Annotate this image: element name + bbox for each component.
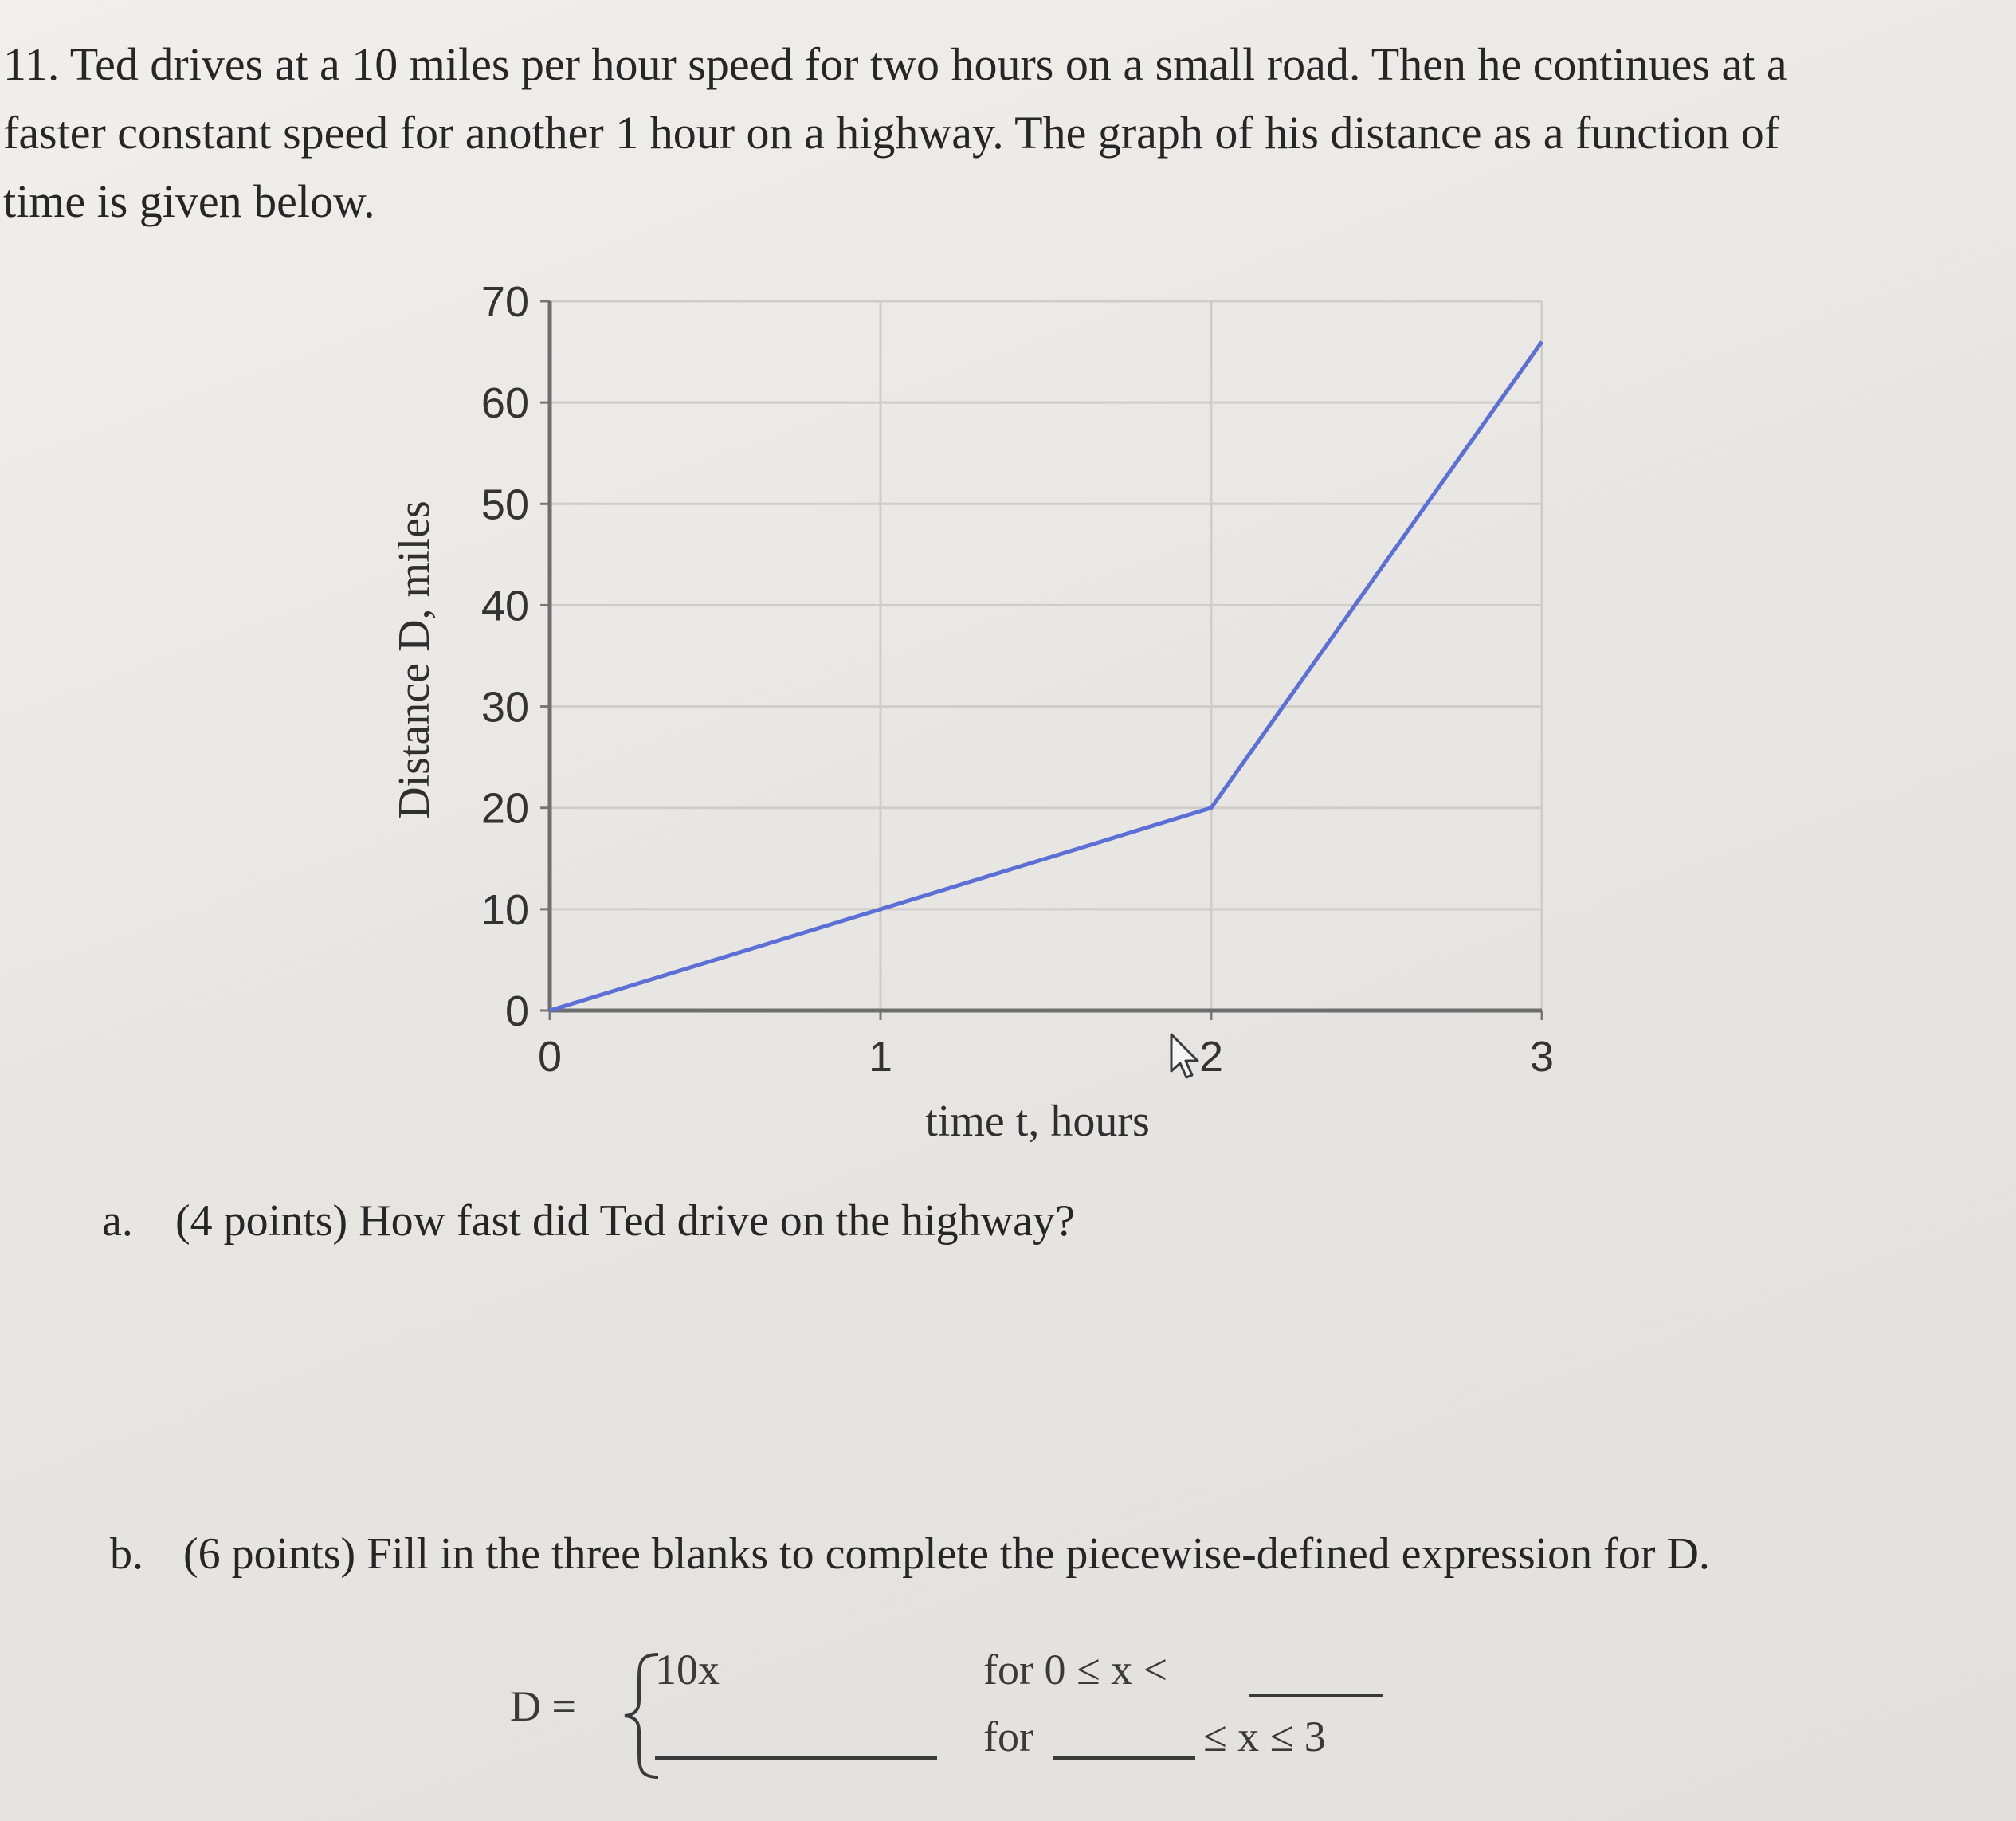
- question-a-letter: a.: [102, 1196, 133, 1246]
- y-tick-label: 50: [480, 481, 529, 529]
- chart-tick-labels: [481, 278, 1554, 1081]
- piecewise-row2-for: for: [983, 1713, 1033, 1760]
- problem-line-1: 11. Ted drives at a 10 miles per hour speed for two hours on a small road. Then he continues at a: [3, 38, 1787, 90]
- y-axis-title: Distance D, miles: [390, 500, 439, 819]
- y-tick-label: 10: [480, 885, 529, 934]
- question-a: [102, 1195, 1075, 1246]
- mouse-cursor-icon: [1171, 1034, 1198, 1077]
- piecewise-row1-condition: for 0 ≤ x <: [983, 1646, 1168, 1693]
- y-tick-label: 0: [504, 987, 529, 1035]
- y-tick-label: 30: [480, 683, 529, 732]
- x-tick-label: 0: [537, 1033, 563, 1081]
- y-tick-label: 70: [480, 278, 529, 326]
- piecewise-lhs: D =: [510, 1682, 576, 1730]
- problem-line-2: faster constant speed for another 1 hour on a highway. The graph of his distance as a function of: [3, 107, 1780, 159]
- problem-line-3: time is given below.: [3, 175, 375, 227]
- chart-grid: [550, 301, 1542, 1011]
- piecewise-row2-condition: ≤ x ≤ 3: [1203, 1713, 1326, 1760]
- blank-row2-lower-bound[interactable]: [1053, 1756, 1195, 1760]
- question-b-letter: b.: [110, 1529, 143, 1579]
- y-tick-label: 40: [480, 582, 529, 630]
- question-b-text: (6 points) Fill in the three blanks to complete the piecewise-defined expression for D.: [183, 1529, 1710, 1579]
- blank-row1-upper-bound[interactable]: [1249, 1694, 1383, 1697]
- y-tick-label: 60: [480, 379, 529, 428]
- x-tick-label: 3: [1529, 1033, 1555, 1081]
- x-tick-label: 2: [1198, 1033, 1224, 1081]
- x-axis-title: time t, hours: [925, 1097, 1150, 1146]
- question-a-text: (4 points) How fast did Ted drive on the highway?: [175, 1196, 1075, 1246]
- question-b: [110, 1529, 1710, 1580]
- blank-row2-expression[interactable]: [655, 1756, 937, 1760]
- chart-axes: [540, 301, 1542, 1020]
- x-tick-label: 1: [868, 1033, 893, 1081]
- y-tick-label: 20: [480, 784, 529, 833]
- piecewise-row1-expression: 10x: [655, 1646, 720, 1693]
